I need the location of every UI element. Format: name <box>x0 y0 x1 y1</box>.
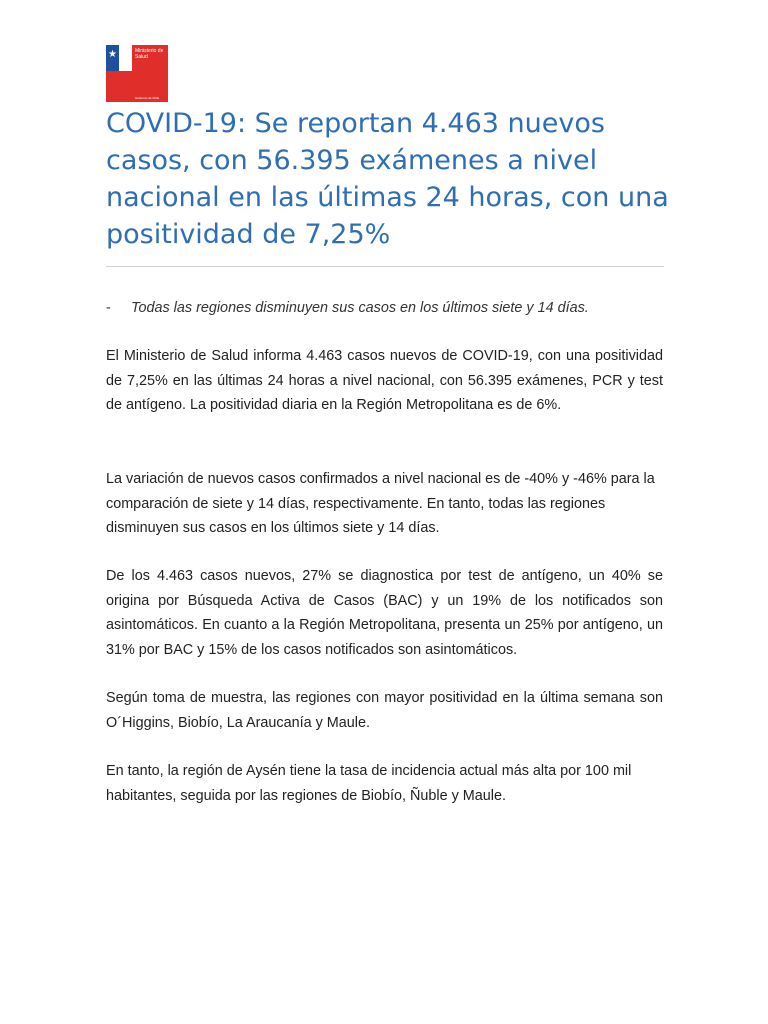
paragraph-1: El Ministerio de Salud informa 4.463 casos nuevos de COVID-19, con una positividad de 7,25% en las últimas 24 horas a nivel nacional, con 56.395 exámenes, PCR y test de antígeno. La positividad diaria en la Región Metropolitana es de 6%. <box>106 348 663 413</box>
flag-blue-canton <box>106 45 119 71</box>
logo-text-panel <box>132 45 168 102</box>
paragraph-5: En tanto, la región de Aysén tiene la tasa de incidencia actual más alta por 100 mil habitantes, seguida por las regiones de Biobío, Ñuble y Maule. <box>106 763 632 804</box>
title-divider <box>106 266 664 267</box>
ministry-logo <box>106 45 168 102</box>
logo-government: Gobierno de Chile <box>135 96 160 100</box>
logo-org-name: Ministerio de Salud <box>135 48 164 60</box>
paragraph-2: La variación de nuevos casos confirmados a nivel nacional es de -40% y -46% para la comparación de siete y 14 días, respectivamente. En tanto, todas las regiones disminuyen sus casos en los últimos siete y 14 días. <box>106 471 655 536</box>
flag-red-band <box>106 71 132 102</box>
star-icon: ★ <box>108 49 117 60</box>
article-title: COVID-19: Se reportan 4.463 nuevos casos, con 56.395 exámenes a nivel nacional en las últimas 24 horas, con una positividad de 7,25% <box>106 108 669 250</box>
paragraph-3: De los 4.463 casos nuevos, 27% se diagnostica por test de antígeno, un 40% se origina por Búsqueda Activa de Casos (BAC) y un 19% de los notificados son asintomáticos. En cuanto a la Región Metropolitana, presenta un 25% por antígeno, un 31% por BAC y 15% de los casos notificados son asintomáticos. <box>106 568 663 658</box>
bullet-marker: - <box>106 300 111 316</box>
chile-flag-emblem <box>106 45 132 102</box>
paragraph-4: Según toma de muestra, las regiones con mayor positividad en la última semana son O´Higgins, Biobío, La Araucanía y Maule. <box>106 690 663 731</box>
bullet-text: Todas las regiones disminuyen sus casos en los últimos siete y 14 días. <box>131 300 589 316</box>
flag-white-band <box>119 45 132 71</box>
